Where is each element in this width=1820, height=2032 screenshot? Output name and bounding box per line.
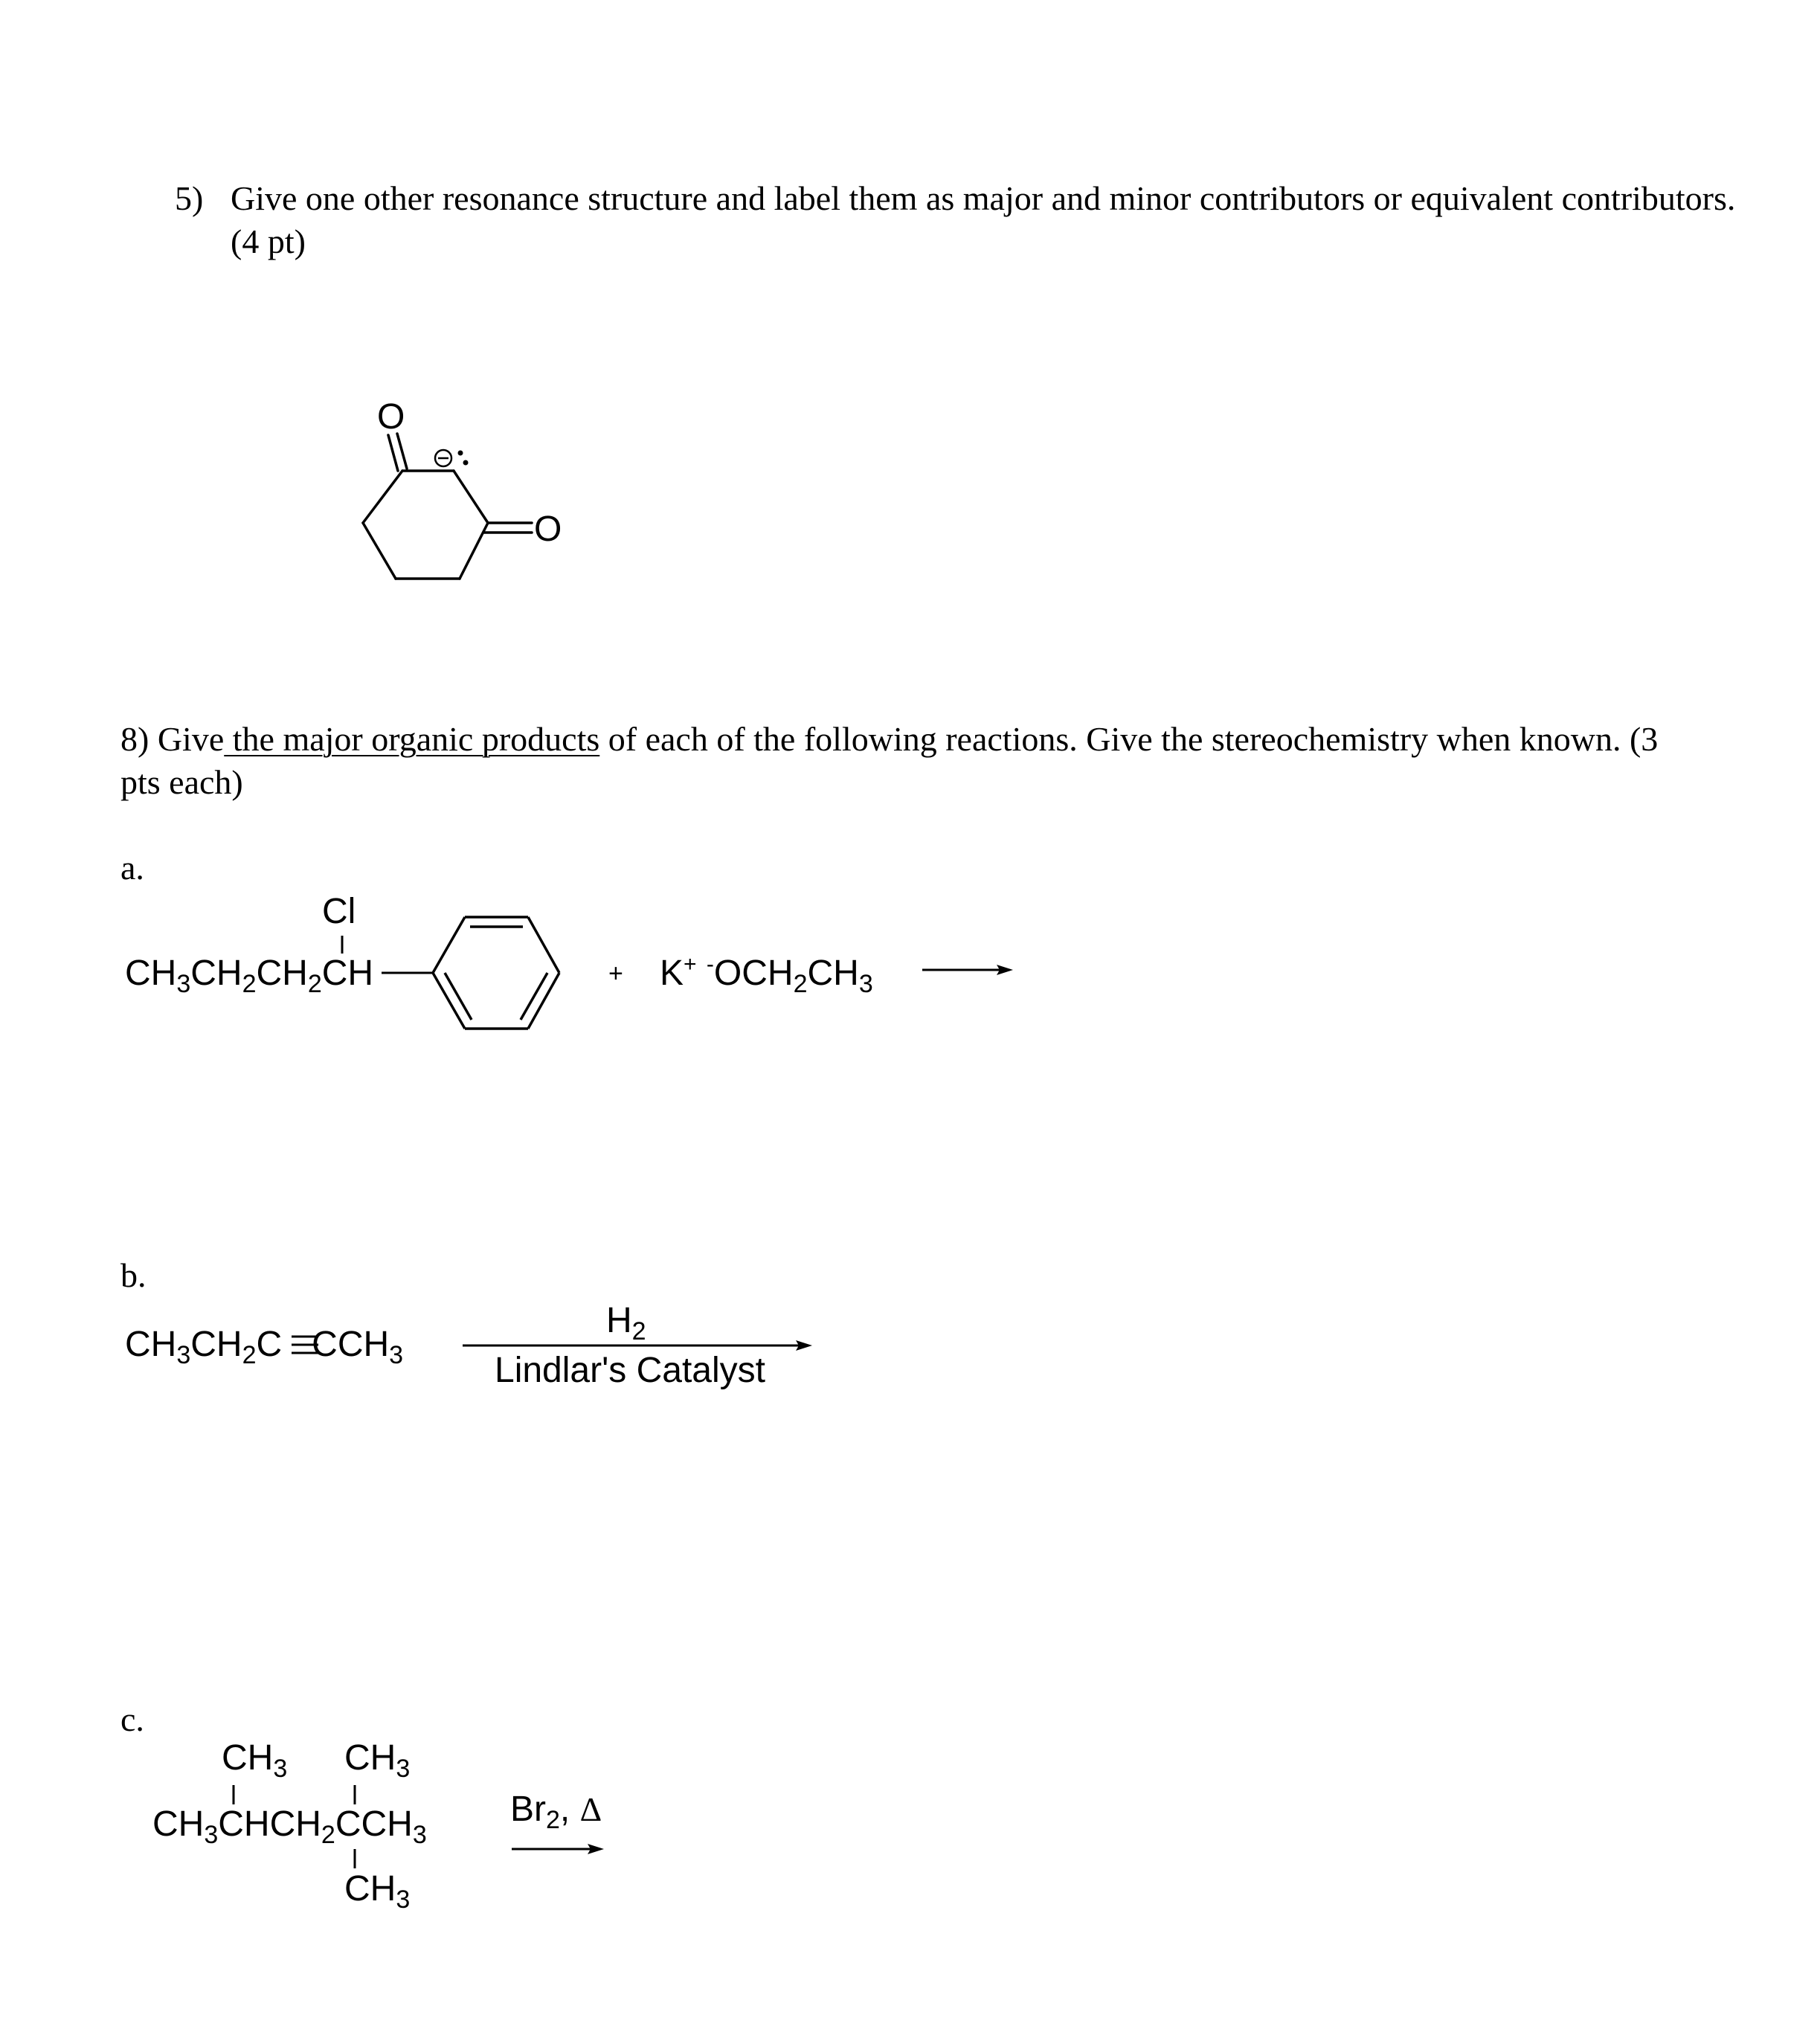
part-a-label: a. xyxy=(120,849,144,887)
part-a-cation-charge: + xyxy=(684,952,697,977)
part-c-substrate: $CH_3CHCH_2CCH_3$ xyxy=(152,1804,427,1849)
question-8-number: 8) xyxy=(120,720,149,758)
oxygen-right: O xyxy=(534,509,562,549)
part-c-label: c. xyxy=(120,1700,144,1738)
part-a-substrate: $CH_3CH_2CH_2CH$ xyxy=(125,954,374,998)
part-a-anion-tail: CH xyxy=(807,954,859,993)
question-8-underlined: the major organic products xyxy=(224,720,600,758)
question-5-number: 5) xyxy=(175,179,204,217)
oxygen-top: O xyxy=(377,397,405,437)
part-a-plus: + xyxy=(608,959,623,988)
part-a-anion: OCH xyxy=(713,954,794,993)
part-c-methyl-1: $CH_3$ xyxy=(222,1738,288,1783)
part-c-reagent: $Br_2$, Δ xyxy=(510,1790,602,1834)
part-b-label: b. xyxy=(120,1256,147,1294)
question-8-pre: Give xyxy=(157,720,225,758)
part-a-reagent: K+ $^-OCH_2CH_3$ xyxy=(660,952,873,998)
part-b-reagent-top: $H_2$ xyxy=(606,1301,646,1345)
question-5-text: Give one other resonance structure and label them as major and minor contributors or equivalent contributors. (4 pt) xyxy=(231,179,1736,260)
part-c-methyl-3: $CH_3$ xyxy=(344,1869,411,1914)
part-c-methyl-2: $CH_3$ xyxy=(344,1738,411,1783)
part-c-reagent-br: Br xyxy=(510,1790,546,1829)
part-b-substrate: $CH_3CH_2C$ $CCH_3$ xyxy=(125,1325,404,1369)
part-b-reagent-bottom: Lindlar's Catalyst xyxy=(495,1351,765,1390)
part-a-chlorine: Cl xyxy=(322,892,356,931)
part-a-cation: K xyxy=(660,954,684,993)
question-8-post: of each of the following reactions. Give the stereochemistry when known. (3 pts each) xyxy=(120,720,1659,801)
part-a-anion-charge: - xyxy=(706,952,714,977)
part-c-reagent-cond: Δ xyxy=(579,1790,602,1828)
